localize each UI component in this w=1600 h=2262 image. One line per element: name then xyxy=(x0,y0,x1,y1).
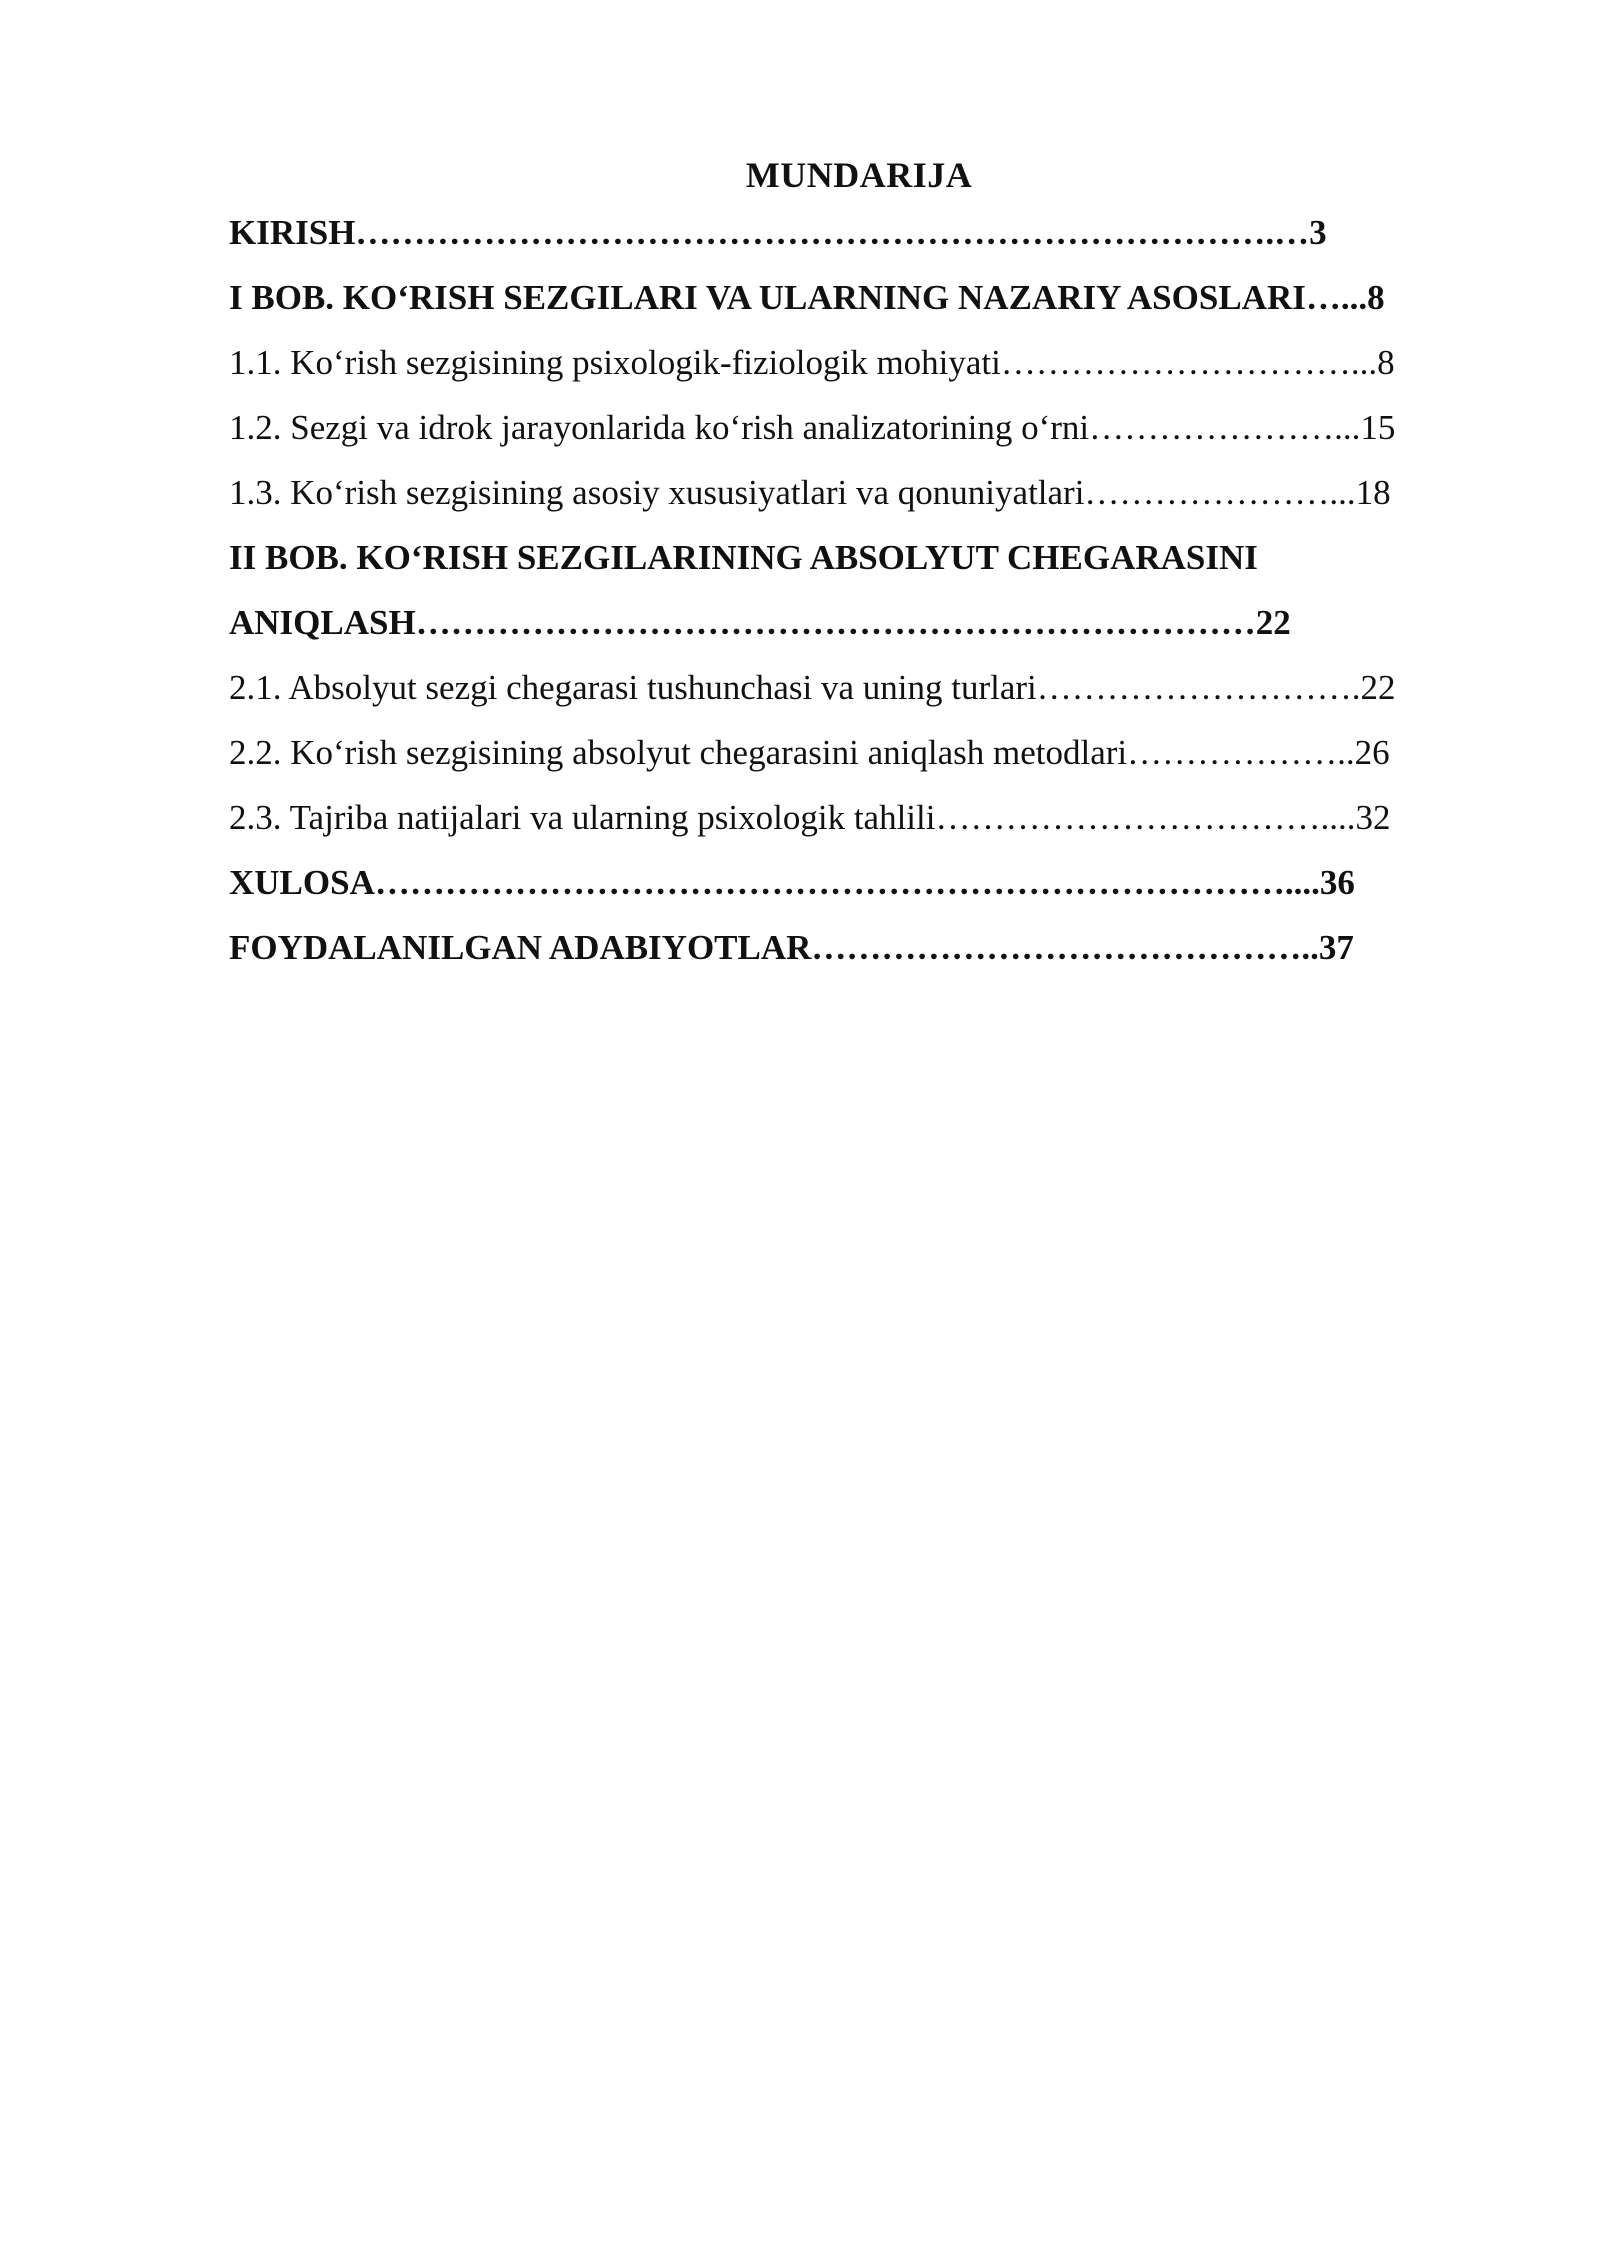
toc-entry-text: II BOB. KO‘RISH SEZGILARINING ABSOLYUT CHEGARASINI xyxy=(229,538,1258,577)
toc-entry-text: I BOB. KO‘RISH SEZGILARI VA ULARNING NAZARIY ASOSLARI…...8 xyxy=(229,278,1385,317)
toc-entry-text: FOYDALANILGAN ADABIYOTLAR……………………………………..37 xyxy=(229,928,1354,967)
toc-entry-text: KIRISH…………………………………………………………………….…3 xyxy=(229,213,1327,252)
toc-entry-references xyxy=(229,915,1489,980)
toc-entry-text: 1.1. Ko‘rish sezgisining psixologik-fiziologik mohiyati…………………………...8 xyxy=(229,343,1395,382)
toc-entry-section-2-1 xyxy=(229,655,1489,720)
toc-entry-section-1-3 xyxy=(229,460,1489,525)
toc-entry-text: 1.2. Sezgi va idrok jarayonlarida ko‘rish analizatorining o‘rni…………………...15 xyxy=(229,408,1396,447)
toc-title xyxy=(229,150,1489,200)
toc-entry-section-1-2 xyxy=(229,395,1489,460)
toc-entry-text: ANIQLASH………………………………………………………………22 xyxy=(229,603,1291,642)
toc-entry-section-2-3 xyxy=(229,785,1489,850)
toc-entry-text: 2.2. Ko‘rish sezgisining absolyut chegarasini aniqlash metodlari………………..26 xyxy=(229,733,1390,772)
table-of-contents xyxy=(229,150,1489,980)
toc-entry-chapter-2 xyxy=(229,525,1489,590)
toc-entry-kirish xyxy=(229,200,1489,265)
toc-entry-xulosa xyxy=(229,850,1489,915)
toc-entry-chapter-1 xyxy=(229,265,1489,330)
toc-entry-section-2-2 xyxy=(229,720,1489,785)
toc-entry-text: XULOSA……………………………………………………………………....36 xyxy=(229,863,1355,902)
toc-entry-text: 2.3. Tajriba natijalari va ularning psixologik tahlili……………………………....32 xyxy=(229,798,1391,837)
toc-title-text: MUNDARIJA xyxy=(745,155,973,195)
toc-list xyxy=(229,200,1489,980)
toc-entry-section-1-1 xyxy=(229,330,1489,395)
toc-entry-text: 2.1. Absolyut sezgi chegarasi tushunchasi va uning turlari……………………….22 xyxy=(229,668,1396,707)
toc-entry-chapter-2-cont xyxy=(229,590,1489,655)
toc-entry-text: 1.3. Ko‘rish sezgisining asosiy xususiyatlari va qonuniyatlari…………………...18 xyxy=(229,473,1391,512)
